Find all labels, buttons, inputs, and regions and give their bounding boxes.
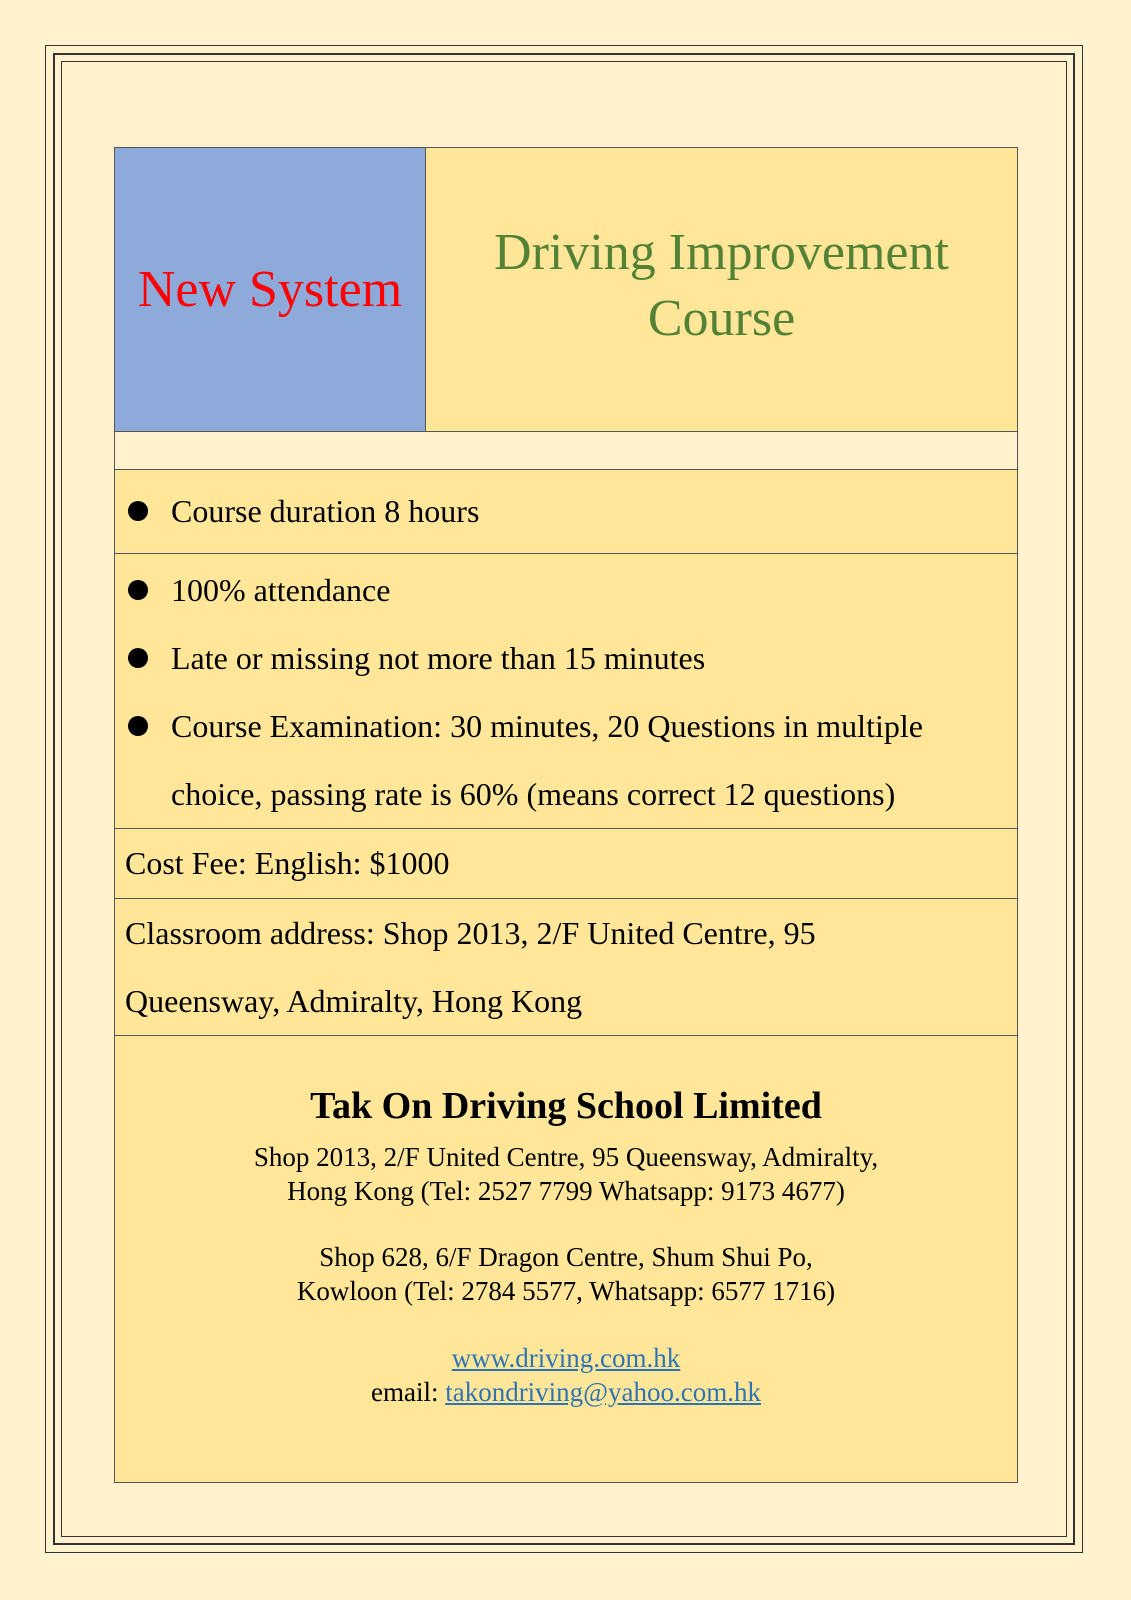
course-title-line-1: Driving Improvement bbox=[494, 223, 949, 281]
spacer bbox=[115, 1308, 1017, 1341]
spacer bbox=[115, 1208, 1017, 1240]
flyer-header bbox=[115, 148, 1017, 432]
exam-text-line-1: Course Examination: 30 minutes, 20 Questions in multiple bbox=[171, 708, 923, 744]
address-line-1: Classroom address: Shop 2013, 2/F United Centre, 95 bbox=[125, 915, 816, 951]
bullet-icon bbox=[128, 501, 148, 521]
website-row bbox=[115, 1341, 1017, 1375]
course-title-line-2: Course bbox=[647, 289, 796, 347]
email-label: email: bbox=[370, 1377, 446, 1407]
email-row bbox=[115, 1375, 1017, 1409]
list-item bbox=[115, 692, 1017, 828]
bullet-icon bbox=[128, 716, 148, 736]
list-item bbox=[115, 556, 1017, 624]
course-flyer bbox=[114, 147, 1018, 1483]
fee-row bbox=[115, 829, 1017, 899]
school-contact-footer bbox=[115, 1036, 1017, 1482]
new-system-badge: New System bbox=[115, 148, 426, 431]
branch-1-line-1: Shop 2013, 2/F United Centre, 95 Queensway, Admiralty, bbox=[253, 1142, 879, 1172]
branch-1-line-2: Hong Kong (Tel: 2527 7799 Whatsapp: 9173 4677) bbox=[287, 1176, 845, 1206]
address-row bbox=[115, 899, 1017, 1036]
exam-text-line-2: choice, passing rate is 60% (means correct 12 questions) bbox=[171, 776, 896, 812]
fee-text: Cost Fee: English: $1000 bbox=[125, 845, 450, 881]
list-item bbox=[115, 477, 1017, 545]
late-text: Late or missing not more than 15 minutes bbox=[171, 640, 706, 676]
spacer-row bbox=[115, 432, 1017, 470]
bullet-icon bbox=[128, 580, 148, 600]
duration-text: Course duration 8 hours bbox=[171, 493, 480, 529]
attendance-text: 100% attendance bbox=[171, 572, 391, 608]
bullet-icon bbox=[128, 648, 148, 668]
course-title bbox=[426, 148, 1017, 431]
branch-2-line-2: Kowloon (Tel: 2784 5577, Whatsapp: 6577 1716) bbox=[296, 1276, 836, 1306]
website-link[interactable]: www.driving.com.hk bbox=[451, 1343, 681, 1373]
branch-2-line-1: Shop 628, 6/F Dragon Centre, Shum Shui Po, bbox=[319, 1242, 813, 1272]
address-line-2: Queensway, Admiralty, Hong Kong bbox=[125, 983, 583, 1019]
list-item bbox=[115, 624, 1017, 692]
requirements-row bbox=[115, 554, 1017, 829]
email-link[interactable]: takondriving@yahoo.com.hk bbox=[445, 1377, 762, 1407]
school-name: Tak On Driving School Limited bbox=[310, 1085, 822, 1127]
duration-row bbox=[115, 470, 1017, 554]
